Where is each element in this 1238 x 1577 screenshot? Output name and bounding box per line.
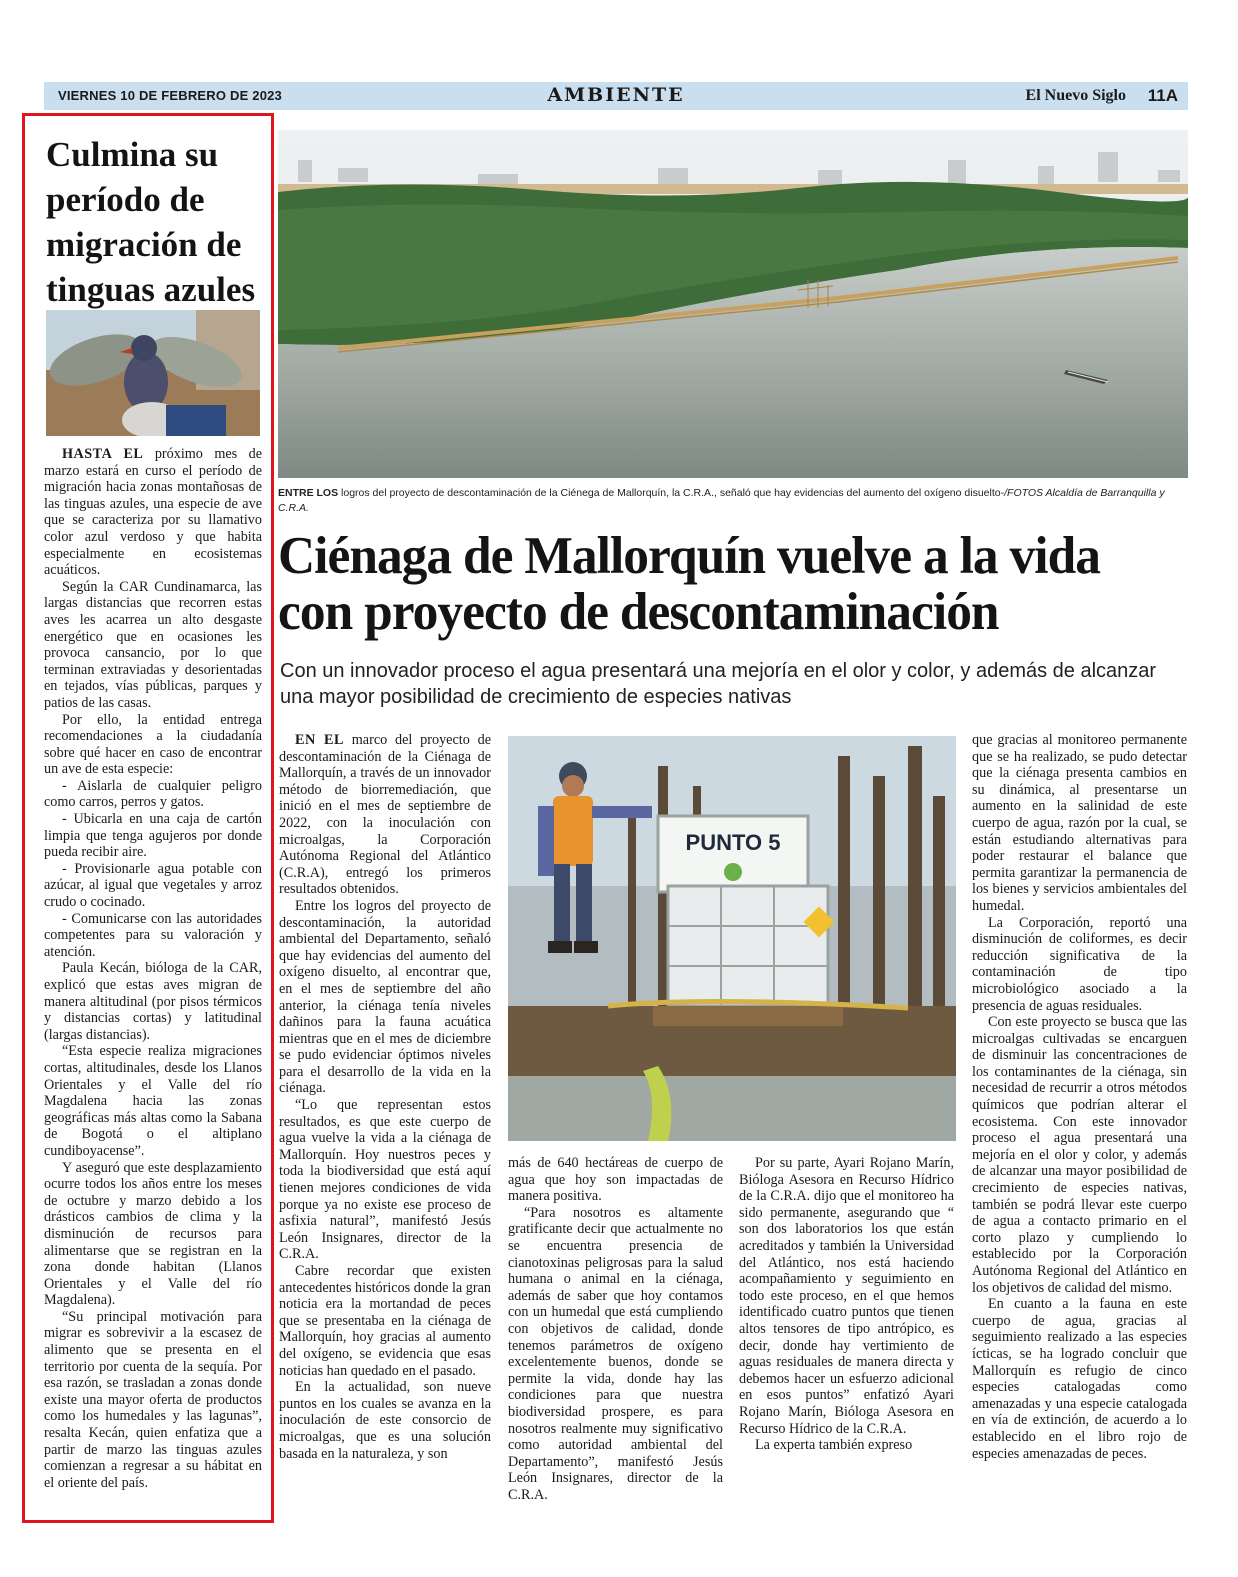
sidebar-body <box>44 446 262 1491</box>
article-column-2 <box>508 1155 723 1503</box>
article-paragraph: En la actualidad, son nueve puntos en los cuales se avanza en la inoculación de este consorcio de microalgas, que es una solución basada en la naturaleza, y son <box>279 1379 491 1462</box>
article-paragraph: que gracias al monitoreo permanente que se ha realizado, se pudo detectar que la ciénaga presenta cambios en su dinámica, al presentarse un aumento en la salinidad de este cuerpo de agua, razón por la cual, se están estudiando alternativas para poder restaurar el balance que permita garantizar la permanencia de los bienes y servicios ambientales del humedal. <box>972 732 1187 914</box>
article-paragraph: La Corporación, reportó una disminución de coliformes, es decir reducción significativa de la contaminación de tipo microbiológico asociado a la presencia de aguas residuales. <box>972 914 1187 1014</box>
sidebar-paragraph: Paula Kecán, bióloga de la CAR, explicó que estas aves migran de manera altitudinal (por pisos térmicos y distancias cortas) y latitudinal (largas distancias). <box>44 960 262 1043</box>
sidebar-lead-in: HASTA EL <box>62 446 144 462</box>
article-paragraph: La experta también expreso <box>755 1437 913 1454</box>
caption-lead-in: ENTRE LOS <box>278 487 339 499</box>
section-name: AMBIENTE <box>547 84 685 106</box>
sidebar-paragraph: Según la CAR Cundinamarca, las largas distancias que recorren estas aves les acarrea un alto desgaste energético que en ocasiones les provoca cansancio, por lo que terminan extraviadas y desorientadas en tejados, vías públicas, parques y patios de las casas. <box>44 578 262 711</box>
sidebar-paragraph: Por ello, la entidad entrega recomendaciones a la ciudadanía sobre qué hacer en caso de encontrar un ave de esta especie: <box>44 711 262 778</box>
article-paragraph: más de 640 hectáreas de cuerpo de agua que hoy son impactadas de manera positiva. <box>508 1155 723 1205</box>
caption-text: logros del proyecto de descontaminación de la Ciénega de Mallorquín, la C.R.A., señaló que hay evidencias del aumento del oxígeno disuelto- <box>341 487 1005 499</box>
article-paragraph: “Para nosotros es altamente gratificante decir que actualmente no se encuentra presencia de cianotoxinas peligrosas para la salud humana o animal en la ciénaga, además de saber que hoy contamos con un humedal que está cumpliendo con objetivos de calidad, donde tenemos parámetros de oxígeno excelentemente buenos, donde se permite la vida, donde hay las condiciones para que nuestra biodiversidad prospere, es para nosotros realmente muy significativo como autoridad ambiental del Departamento”, manifestó Jesús León Insignares, director de la C.R.A. <box>508 1204 723 1503</box>
article-paragraph: Entre los logros del proyecto de descontaminación, la autoridad ambiental del Departamento, señaló que hay evidencias del aumento del oxígeno disuelto, al encontrar que, en el mes de septiembre del año anterior, la ciénaga tenía niveles dañinos para la fauna acuática mientras que en el mes de diciembre se pudo evidenciar óptimos niveles para el desarrollo de la vida en la ciénaga. <box>279 897 491 1097</box>
photo-caption <box>278 486 1188 516</box>
article-paragraph: Cabre recordar que existen antecedentes históricos donde la gran noticia era la mortandad de peces que se presentaba en la ciénaga de Mallorquín, hoy gracias al aumento del oxígeno, se evidencia que esas noticias han quedado en el pasado. <box>279 1263 491 1379</box>
bird-photo <box>46 310 260 436</box>
sidebar-paragraph: HASTA EL próximo mes de marzo estará en curso el período de migración hacia zonas montañosas de las tinguas azules, una especie de ave que se caracteriza por su llamativo color azul verdoso y que habita especialmente en ecosistemas acuáticos. <box>44 446 262 579</box>
sidebar-paragraph: “Su principal motivación para migrar es sobrevivir a la escasez de alimento que se presenta en el territorio por cuenta de la sequía. Por esa razón, se trasladan a zonas donde existe una mayor oferta de productos como los humedales y las lagunas”, resalta Kecán, quien enfatiza que a partir de marzo las tinguas azules comienzan a regresar a su hábitat en el oriente del país. <box>44 1308 262 1491</box>
sidebar-story <box>22 113 274 1523</box>
article-paragraph: EN EL marco del proyecto de descontaminación de la Ciénaga de Mallorquín, a través de un innovador método de biorremediación, que inició en el mes de septiembre de 2022, con la inoculación con microalgas, la Corporación Autónoma Regional del Atlántico (C.R.A), entregó los primeros resultados obtenidos. <box>279 732 492 898</box>
sidebar-paragraph: “Esta especie realiza migraciones cortas, altitudinales, desde los Llanos Orientales y el Valle del río Magdalena hacia las zonas geográficas más altas como la Sabana de Bogotá o el altiplano cundiboyacense”. <box>44 1043 262 1159</box>
sampling-point-photo <box>508 736 956 1141</box>
article-paragraph: “Lo que representan estos resultados, es que este cuerpo de agua vuelve la vida a la ciénaga de Mallorquín. Hoy nuestros peces y toda la biodiversidad que está aquí tienen mejores condiciones de vida porque ya no existe ese proceso de asfixia natural”, manifestó Jesús León Insignares, director de la C.R.A. <box>279 1097 491 1263</box>
sidebar-headline: Culmina su período de migración de tinguas azules <box>46 135 256 309</box>
worker-at-tank-illustration <box>508 736 956 1141</box>
newspaper-name: El Nuevo Siglo <box>1025 87 1126 104</box>
sidebar-list-item: - Aislarla de cualquier peligro como carros, perros y gatos. <box>44 777 262 811</box>
page-number: 11A <box>1147 86 1178 105</box>
article-lead-in: EN EL <box>295 732 344 748</box>
sidebar-list-item: - Comunicarse con las autoridades competentes para su valoración y atención. <box>44 910 262 960</box>
sidebar-list-item: - Provisionarle agua potable con azúcar, al igual que vegetales y arroz crudo o cocinado. <box>44 860 262 911</box>
aerial-wetland-photo <box>278 130 1188 478</box>
article-paragraph: Por su parte, Ayari Rojano Marín, Bióloga Asesora en Recurso Hídrico de la C.R.A. dijo que el monitoreo ha sido permanente, asegurando que “ son dos laboratorios los que están acreditados y también la Universidad del Atlántico, nos está haciendo acompañamiento y seguimiento en todo este proceso, en el que hemos identificado cuatro puntos que tienen altos tensores de tipo antrópico, es decir, donde hay vertimiento de aguas residuales de manera directa y debemos hacer un esfuerzo adicional en esos puntos” enfatizó Ayari Rojano Marín, Bióloga Asesora en Recurso Hídrico de la C.R.A. <box>739 1155 954 1437</box>
page-header <box>44 82 1188 110</box>
sidebar-paragraph: Y aseguró que este desplazamiento ocurre todos los años entre los meses de octubre y marzo debido a los drásticos cambios de clima y la disminución de recursos para alimentarse que se registran en la zona donde habitan (Llanos Orientales y el Valle del río Magdalena). <box>44 1159 262 1309</box>
photo-credit: /FOTOS Alcaldía de Barranquilla y C.R.A. <box>278 487 1165 514</box>
standfirst: Con un innovador proceso el agua presentará una mejoría en el olor y color, y además de alcanzar una mayor posibilidad de crecimiento de especies nativas <box>280 660 1157 708</box>
article-paragraph: Con este proyecto se busca que las microalgas cultivadas se encarguen de disminuir las concentraciones de los contaminantes de la ciénaga, sin necesidad de recurrir a otros métodos químicos que podrían alterar el ecosistema. Con este innovador proceso el agua presentará una mejoría en el olor y color, y además de alcanzar una mayor posibilidad de crecimiento de especies nativas, también se podrá llevar este cuerpo de agua a contacto primario en el corto plazo y cumpliendo lo establecido por la Corporación Autónoma Regional del Atlántico en los objetivos de calidad del mismo. <box>972 1014 1187 1296</box>
sidebar-list-item: - Ubicarla en una caja de cartón limpia que tenga agujeros por donde pueda recibir aire. <box>44 811 262 861</box>
blue-gallinule-illustration <box>46 310 260 436</box>
article-column-3 <box>739 1155 954 1454</box>
cienaga-aerial-illustration <box>278 130 1188 478</box>
article-column-4 <box>972 732 1187 1462</box>
sign-label: PUNTO 5 <box>685 830 781 855</box>
main-headline: Ciénaga de Mallorquín vuelve a la vida con proyecto de descontaminación <box>278 527 1100 641</box>
issue-date: VIERNES 10 DE FEBRERO DE 2023 <box>58 88 282 103</box>
article-column-1 <box>279 732 491 1462</box>
article-paragraph: En cuanto a la fauna en este cuerpo de agua, gracias al seguimiento realizado a las especies ícticas, se ha logrado concluir que Mallorquín es refugio de cinco especies catalogadas como amenazadas y una especie catalogada en vía de extinción, de acuerdo a lo establecido en el libro rojo de especies amenazadas de peces. <box>972 1296 1187 1462</box>
